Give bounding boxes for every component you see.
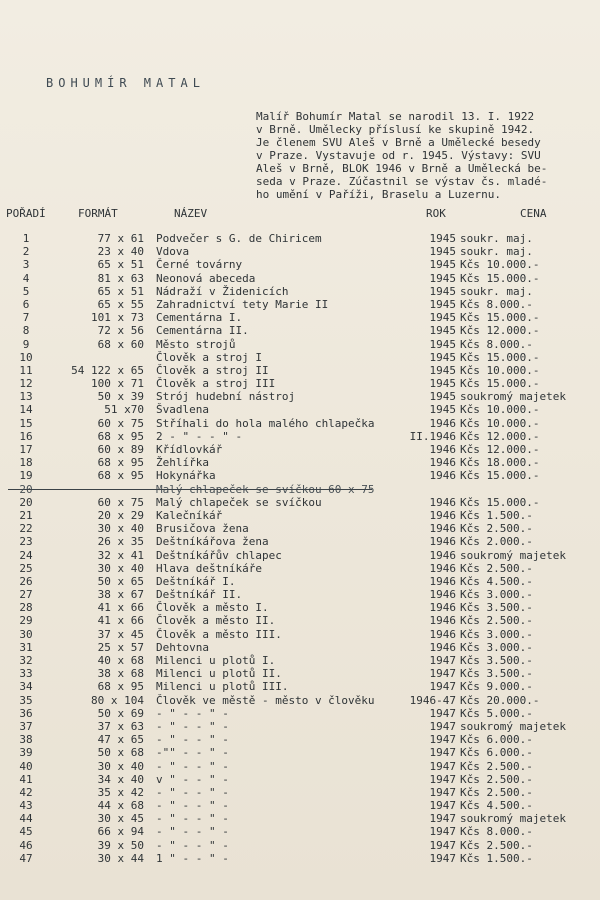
row-price: Kčs 3.500.- bbox=[460, 667, 533, 681]
row-format: 47 x 65 bbox=[97, 733, 144, 747]
row-format: 100 x 71 bbox=[91, 377, 144, 391]
table-row bbox=[0, 456, 600, 469]
row-price: Kčs 8.000.- bbox=[460, 337, 533, 351]
row-format: 54 122 x 65 bbox=[71, 363, 144, 377]
row-number: 46 bbox=[19, 838, 33, 852]
table-row bbox=[0, 417, 600, 430]
row-year: 1947 bbox=[429, 759, 456, 773]
table-row bbox=[0, 601, 600, 614]
row-title: Křídlovkář bbox=[156, 443, 223, 456]
row-price: Kčs 2.500.- bbox=[460, 561, 533, 575]
row-year: 1946 bbox=[429, 627, 456, 641]
table-row bbox=[0, 469, 600, 482]
row-format: 30 x 40 bbox=[97, 522, 144, 536]
row-year: 1945 bbox=[429, 337, 456, 351]
row-price: Kčs 15.000.- bbox=[460, 271, 540, 285]
row-title: -"" - - " - bbox=[156, 746, 229, 760]
table-row bbox=[0, 443, 600, 456]
table-row bbox=[0, 852, 600, 865]
row-title: Kalečníkář bbox=[156, 508, 223, 522]
row-number: 11 bbox=[19, 363, 33, 377]
bio-line: ho umění v Paříži, Braselu a Luzernu. bbox=[256, 188, 502, 201]
row-format: 25 x 57 bbox=[97, 640, 144, 654]
row-year: 1945 bbox=[429, 258, 456, 272]
table-row bbox=[0, 720, 600, 733]
row-format: 65 x 51 bbox=[97, 258, 144, 272]
row-format: 35 x 42 bbox=[97, 785, 144, 799]
row-format: 41 x 66 bbox=[97, 614, 144, 628]
row-format: 68 x 95 bbox=[97, 456, 144, 470]
row-format: 68 x 60 bbox=[97, 337, 144, 351]
row-format: 34 x 40 bbox=[97, 772, 144, 786]
header-name: NÁZEV bbox=[174, 207, 208, 220]
row-price: soukr. maj. bbox=[460, 245, 533, 259]
row-format: 81 x 63 bbox=[97, 271, 144, 285]
row-title: Malý chlapeček se svíčkou 60 x 75 bbox=[156, 482, 375, 496]
row-format: 32 x 41 bbox=[97, 548, 144, 562]
row-price: Kčs 6.000.- bbox=[460, 746, 533, 760]
row-format: 50 x 39 bbox=[97, 390, 144, 404]
row-number: 43 bbox=[19, 799, 33, 813]
row-year: 1946 bbox=[429, 416, 456, 430]
row-number: 21 bbox=[19, 508, 33, 522]
row-price: Kčs 3.000.- bbox=[460, 627, 533, 641]
row-year: 1945 bbox=[429, 350, 456, 364]
row-price: soukromý majetek bbox=[460, 812, 566, 826]
row-format: 77 x 61 bbox=[97, 232, 144, 245]
row-number: 15 bbox=[19, 416, 33, 430]
row-title: Člověk a město II. bbox=[156, 614, 276, 628]
row-number: 36 bbox=[19, 706, 33, 720]
row-price: soukromý majetek bbox=[460, 548, 566, 562]
row-year: 1945 bbox=[429, 232, 456, 245]
row-year: 1946 bbox=[429, 456, 456, 470]
row-title: - " - - " - bbox=[156, 838, 229, 852]
row-year: 1947 bbox=[429, 812, 456, 826]
artwork-table bbox=[0, 232, 600, 865]
row-title: Podvečer s G. de Chiricem bbox=[156, 232, 322, 245]
row-year: 1947 bbox=[429, 719, 456, 733]
header-order: POŘADÍ bbox=[6, 207, 46, 220]
row-price: Kčs 3.500.- bbox=[460, 601, 533, 615]
row-format: 68 x 95 bbox=[97, 680, 144, 694]
row-number: 30 bbox=[19, 627, 33, 641]
row-price: Kčs 2.500.- bbox=[460, 785, 533, 799]
bio-line: v Brně. Umělecky příslusí ke skupině 1942. bbox=[256, 123, 535, 136]
row-title: Hokynářka bbox=[156, 469, 216, 483]
row-price: Kčs 4.500.- bbox=[460, 799, 533, 813]
table-row bbox=[0, 430, 600, 443]
row-number: 28 bbox=[19, 601, 33, 615]
row-year: 1946 bbox=[429, 561, 456, 575]
row-number: 26 bbox=[19, 574, 33, 588]
table-row bbox=[0, 245, 600, 258]
row-title: - " - - " - bbox=[156, 759, 229, 773]
bio-line: Je členem SVU Aleš v Brně a Umělecké besedy bbox=[256, 136, 541, 149]
row-number: 42 bbox=[19, 785, 33, 799]
row-title: Milenci u plotů II. bbox=[156, 667, 282, 681]
row-price: Kčs 12.000.- bbox=[460, 443, 540, 456]
row-price: Kčs 4.500.- bbox=[460, 574, 533, 588]
row-price: Kčs 2.500.- bbox=[460, 522, 533, 536]
row-title: Malý chlapeček se svíčkou bbox=[156, 495, 322, 509]
row-title: Vdova bbox=[156, 245, 190, 259]
row-year: 1946 bbox=[429, 522, 456, 536]
row-title: Člověk a stroj II bbox=[156, 363, 269, 377]
table-row bbox=[0, 535, 600, 548]
table-row bbox=[0, 799, 600, 812]
row-number: 29 bbox=[19, 614, 33, 628]
row-title: Dehtovna bbox=[156, 640, 209, 654]
row-year: 1946 bbox=[429, 574, 456, 588]
row-number: 35 bbox=[19, 693, 33, 707]
row-title: 1 " - - " - bbox=[156, 851, 229, 865]
row-number: 31 bbox=[19, 640, 33, 654]
row-number: 34 bbox=[19, 680, 33, 694]
row-format: 37 x 45 bbox=[97, 627, 144, 641]
row-title: Brusičova žena bbox=[156, 522, 249, 536]
row-number: 13 bbox=[19, 390, 33, 404]
row-format: 38 x 68 bbox=[97, 667, 144, 681]
row-format: 40 x 68 bbox=[97, 654, 144, 667]
row-number: 41 bbox=[19, 772, 33, 786]
row-year: 1946 bbox=[429, 614, 456, 628]
row-year: 1947 bbox=[429, 706, 456, 720]
row-format: 41 x 66 bbox=[97, 601, 144, 615]
row-year: 1945 bbox=[429, 297, 456, 311]
row-number: 27 bbox=[19, 588, 33, 602]
row-format: 72 x 56 bbox=[97, 324, 144, 338]
row-number: 3 bbox=[22, 258, 30, 272]
row-title: v " - - " - bbox=[156, 772, 229, 786]
table-row bbox=[0, 812, 600, 825]
row-number: 24 bbox=[19, 548, 33, 562]
table-row bbox=[0, 522, 600, 535]
row-price: Kčs 15.000.- bbox=[460, 495, 540, 509]
row-year: 1947 bbox=[429, 654, 456, 667]
table-row bbox=[0, 232, 600, 245]
table-row bbox=[0, 258, 600, 271]
row-format: 65 x 55 bbox=[97, 297, 144, 311]
row-price: Kčs 15.000.- bbox=[460, 350, 540, 364]
bio-line: Malíř Bohumír Matal se narodil 13. I. 1922 bbox=[256, 110, 535, 123]
table-row bbox=[0, 509, 600, 522]
row-title: Cementárna II. bbox=[156, 324, 249, 338]
row-format: 38 x 67 bbox=[97, 588, 144, 602]
table-row bbox=[0, 773, 600, 786]
row-price: Kčs 15.000.- bbox=[460, 311, 540, 325]
row-price: Kčs 3.000.- bbox=[460, 588, 533, 602]
row-format: 26 x 35 bbox=[97, 535, 144, 549]
row-number: 20 bbox=[19, 482, 33, 496]
row-format: 20 x 29 bbox=[97, 508, 144, 522]
row-year: 1946 bbox=[429, 443, 456, 456]
table-row bbox=[0, 667, 600, 680]
row-year: 1945 bbox=[429, 390, 456, 404]
row-number: 22 bbox=[19, 522, 33, 536]
row-price: Kčs 2.500.- bbox=[460, 838, 533, 852]
row-price: Kčs 2.500.- bbox=[460, 614, 533, 628]
row-price: Kčs 3.500.- bbox=[460, 654, 533, 667]
row-year: 1947 bbox=[429, 746, 456, 760]
row-year: 1946 bbox=[429, 548, 456, 562]
row-title: Deštníkář I. bbox=[156, 574, 236, 588]
row-format: 23 x 40 bbox=[97, 245, 144, 259]
row-price: soukr. maj. bbox=[460, 284, 533, 298]
row-price: Kčs 10.000.- bbox=[460, 258, 540, 272]
row-year: 1946 bbox=[429, 601, 456, 615]
row-number: 44 bbox=[19, 812, 33, 826]
row-year: 1946 bbox=[429, 508, 456, 522]
row-year: 1946 bbox=[429, 588, 456, 602]
row-title: - " - - " - bbox=[156, 719, 229, 733]
row-price: soukromý majetek bbox=[460, 390, 566, 404]
row-title: Švadlena bbox=[156, 403, 209, 417]
row-year: II.1946 bbox=[409, 429, 456, 443]
row-title: Deštníkářův chlapec bbox=[156, 548, 282, 562]
row-number: 39 bbox=[19, 746, 33, 760]
row-year: 1947 bbox=[429, 680, 456, 694]
row-price: Kčs 1.500.- bbox=[460, 508, 533, 522]
row-number: 33 bbox=[19, 667, 33, 681]
row-year: 1947 bbox=[429, 825, 456, 839]
row-number: 47 bbox=[19, 851, 33, 865]
row-number: 20 bbox=[19, 495, 33, 509]
row-title: Nádraží v Židenicích bbox=[156, 284, 289, 298]
row-year: 1945 bbox=[429, 245, 456, 259]
row-number: 40 bbox=[19, 759, 33, 773]
row-year: 1946 bbox=[429, 640, 456, 654]
row-title: Hlava deštníkáře bbox=[156, 561, 262, 575]
table-row bbox=[0, 746, 600, 759]
row-format: 30 x 40 bbox=[97, 759, 144, 773]
table-row bbox=[0, 364, 600, 377]
row-year: 1945 bbox=[429, 403, 456, 417]
row-title: - " - - " - bbox=[156, 812, 229, 826]
biography-paragraph bbox=[256, 110, 600, 201]
row-format: 44 x 68 bbox=[97, 799, 144, 813]
table-row bbox=[0, 324, 600, 337]
row-price: Kčs 15.000.- bbox=[460, 377, 540, 391]
row-year: 1945 bbox=[429, 363, 456, 377]
row-year: 1946 bbox=[429, 495, 456, 509]
row-title: - " - - " - bbox=[156, 706, 229, 720]
row-price: Kčs 3.000.- bbox=[460, 640, 533, 654]
row-number: 1 bbox=[22, 232, 30, 245]
row-title: Černé továrny bbox=[156, 258, 243, 272]
row-number: 7 bbox=[22, 311, 30, 325]
row-title: Člověk a stroj I bbox=[156, 350, 262, 364]
table-row bbox=[0, 377, 600, 390]
row-number: 37 bbox=[19, 719, 33, 733]
row-format: 37 x 63 bbox=[97, 719, 144, 733]
row-price: Kčs 8.000.- bbox=[460, 825, 533, 839]
row-number: 12 bbox=[19, 377, 33, 391]
row-format: 68 x 95 bbox=[97, 469, 144, 483]
bio-line: Aleš v Brně, BLOK 1946 v Brně a Umělecká be- bbox=[256, 162, 548, 175]
row-format: 30 x 40 bbox=[97, 561, 144, 575]
row-price: Kčs 2.500.- bbox=[460, 772, 533, 786]
row-number: 17 bbox=[19, 443, 33, 456]
row-title: Deštníkář II. bbox=[156, 588, 243, 602]
row-title: Deštníkářova žena bbox=[156, 535, 269, 549]
row-number: 6 bbox=[22, 297, 30, 311]
row-year: 1945 bbox=[429, 271, 456, 285]
row-format: 101 x 73 bbox=[91, 311, 144, 325]
row-year: 1947 bbox=[429, 785, 456, 799]
row-number: 38 bbox=[19, 733, 33, 747]
row-year: 1947 bbox=[429, 838, 456, 852]
table-row bbox=[0, 641, 600, 654]
table-row bbox=[0, 351, 600, 364]
page-title: BOHUMÍR MATAL bbox=[46, 76, 205, 90]
row-price: Kčs 10.000.- bbox=[460, 403, 540, 417]
row-title: - " - - " - bbox=[156, 825, 229, 839]
row-number: 10 bbox=[19, 350, 33, 364]
row-year: 1945 bbox=[429, 377, 456, 391]
row-title: Člověk a stroj III bbox=[156, 377, 276, 391]
table-row bbox=[0, 694, 600, 707]
table-row bbox=[0, 549, 600, 562]
header-year: ROK bbox=[426, 207, 446, 220]
table-row bbox=[0, 298, 600, 311]
table-row bbox=[0, 733, 600, 746]
table-row bbox=[0, 588, 600, 601]
row-title: Zahradnictví tety Marie II bbox=[156, 297, 329, 311]
row-format: 30 x 45 bbox=[97, 812, 144, 826]
table-row bbox=[0, 786, 600, 799]
row-price: Kčs 12.000.- bbox=[460, 324, 540, 338]
row-year: 1947 bbox=[429, 772, 456, 786]
row-title: Žehlířka bbox=[156, 456, 209, 470]
row-title: Cementárna I. bbox=[156, 311, 243, 325]
row-format: 66 x 94 bbox=[97, 825, 144, 839]
row-year: 1946 bbox=[429, 535, 456, 549]
table-row bbox=[0, 707, 600, 720]
row-price: Kčs 20.000.- bbox=[460, 693, 540, 707]
table-row bbox=[0, 403, 600, 416]
row-number: 18 bbox=[19, 456, 33, 470]
table-row bbox=[0, 562, 600, 575]
row-number: 2 bbox=[22, 245, 30, 259]
table-row bbox=[0, 338, 600, 351]
row-year: 1945 bbox=[429, 324, 456, 338]
row-format: 39 x 50 bbox=[97, 838, 144, 852]
row-title: 2 - " - - " - bbox=[156, 429, 243, 443]
row-year: 1947 bbox=[429, 851, 456, 865]
row-title: Strój hudební nástroj bbox=[156, 390, 296, 404]
row-format: 80 x 104 bbox=[91, 693, 144, 707]
table-row bbox=[0, 614, 600, 627]
row-number: 23 bbox=[19, 535, 33, 549]
header-format: FORMÁT bbox=[78, 207, 118, 220]
row-format: 68 x 95 bbox=[97, 429, 144, 443]
row-title: Neonová abeceda bbox=[156, 271, 256, 285]
row-title: Milenci u plotů I. bbox=[156, 654, 276, 667]
table-row bbox=[0, 680, 600, 693]
row-format: 60 x 75 bbox=[97, 495, 144, 509]
row-number: 32 bbox=[19, 654, 33, 667]
row-format: 60 x 75 bbox=[97, 416, 144, 430]
table-row bbox=[0, 311, 600, 324]
table-row bbox=[0, 285, 600, 298]
row-number: 4 bbox=[22, 271, 30, 285]
row-title: Stříhali do hola malého chlapečka bbox=[156, 416, 375, 430]
row-title: Člověk ve městě - město v člověku bbox=[156, 693, 375, 707]
row-format: 65 x 51 bbox=[97, 284, 144, 298]
table-row bbox=[0, 839, 600, 852]
table-row bbox=[0, 760, 600, 773]
bio-line: v Praze. Vystavuje od r. 1945. Výstavy: SVU bbox=[256, 149, 541, 162]
row-format: 51 x70 bbox=[104, 403, 144, 417]
table-row bbox=[0, 654, 600, 667]
header-price: CENA bbox=[520, 207, 547, 220]
row-year: 1947 bbox=[429, 799, 456, 813]
row-price: Kčs 2.500.- bbox=[460, 759, 533, 773]
row-price: Kčs 9.000.- bbox=[460, 680, 533, 694]
row-price: soukr. maj. bbox=[460, 232, 533, 245]
row-format: 50 x 65 bbox=[97, 574, 144, 588]
struck-table-row bbox=[0, 483, 600, 496]
table-row bbox=[0, 825, 600, 838]
row-price: Kčs 10.000.- bbox=[460, 416, 540, 430]
row-price: Kčs 1.500.- bbox=[460, 851, 533, 865]
row-format: 60 x 89 bbox=[97, 443, 144, 456]
row-number: 8 bbox=[22, 324, 30, 338]
row-format: 50 x 68 bbox=[97, 746, 144, 760]
table-row bbox=[0, 575, 600, 588]
table-row bbox=[0, 272, 600, 285]
row-price: Kčs 8.000.- bbox=[460, 297, 533, 311]
table-row bbox=[0, 628, 600, 641]
row-price: Kčs 5.000.- bbox=[460, 706, 533, 720]
row-price: Kčs 10.000.- bbox=[460, 363, 540, 377]
row-number: 45 bbox=[19, 825, 33, 839]
row-number: 9 bbox=[22, 337, 30, 351]
row-title: Milenci u plotů III. bbox=[156, 680, 289, 694]
table-row bbox=[0, 390, 600, 403]
row-price: Kčs 18.000.- bbox=[460, 456, 540, 470]
row-number: 14 bbox=[19, 403, 33, 417]
row-title: - " - - " - bbox=[156, 733, 229, 747]
row-number: 5 bbox=[22, 284, 30, 298]
row-price: Kčs 6.000.- bbox=[460, 733, 533, 747]
row-number: 16 bbox=[19, 429, 33, 443]
row-format: 30 x 44 bbox=[97, 851, 144, 865]
bio-line: seda v Praze. Zúčastnil se výstav čs. mladé- bbox=[256, 175, 548, 188]
row-price: Kčs 15.000.- bbox=[460, 469, 540, 483]
row-number: 19 bbox=[19, 469, 33, 483]
row-title: - " - - " - bbox=[156, 785, 229, 799]
row-title: Město strojů bbox=[156, 337, 236, 351]
row-year: 1946 bbox=[429, 469, 456, 483]
row-year: 1945 bbox=[429, 284, 456, 298]
row-price: soukromý majetek bbox=[460, 719, 566, 733]
row-price: Kčs 2.000.- bbox=[460, 535, 533, 549]
row-year: 1947 bbox=[429, 733, 456, 747]
row-format: 50 x 69 bbox=[97, 706, 144, 720]
row-title: Člověk a město I. bbox=[156, 601, 269, 615]
row-year: 1946-47 bbox=[409, 693, 456, 707]
row-title: Člověk a město III. bbox=[156, 627, 282, 641]
row-title: - " - - " - bbox=[156, 799, 229, 813]
row-year: 1945 bbox=[429, 311, 456, 325]
row-year: 1947 bbox=[429, 667, 456, 681]
row-number: 25 bbox=[19, 561, 33, 575]
row-price: Kčs 12.000.- bbox=[460, 429, 540, 443]
table-row bbox=[0, 496, 600, 509]
